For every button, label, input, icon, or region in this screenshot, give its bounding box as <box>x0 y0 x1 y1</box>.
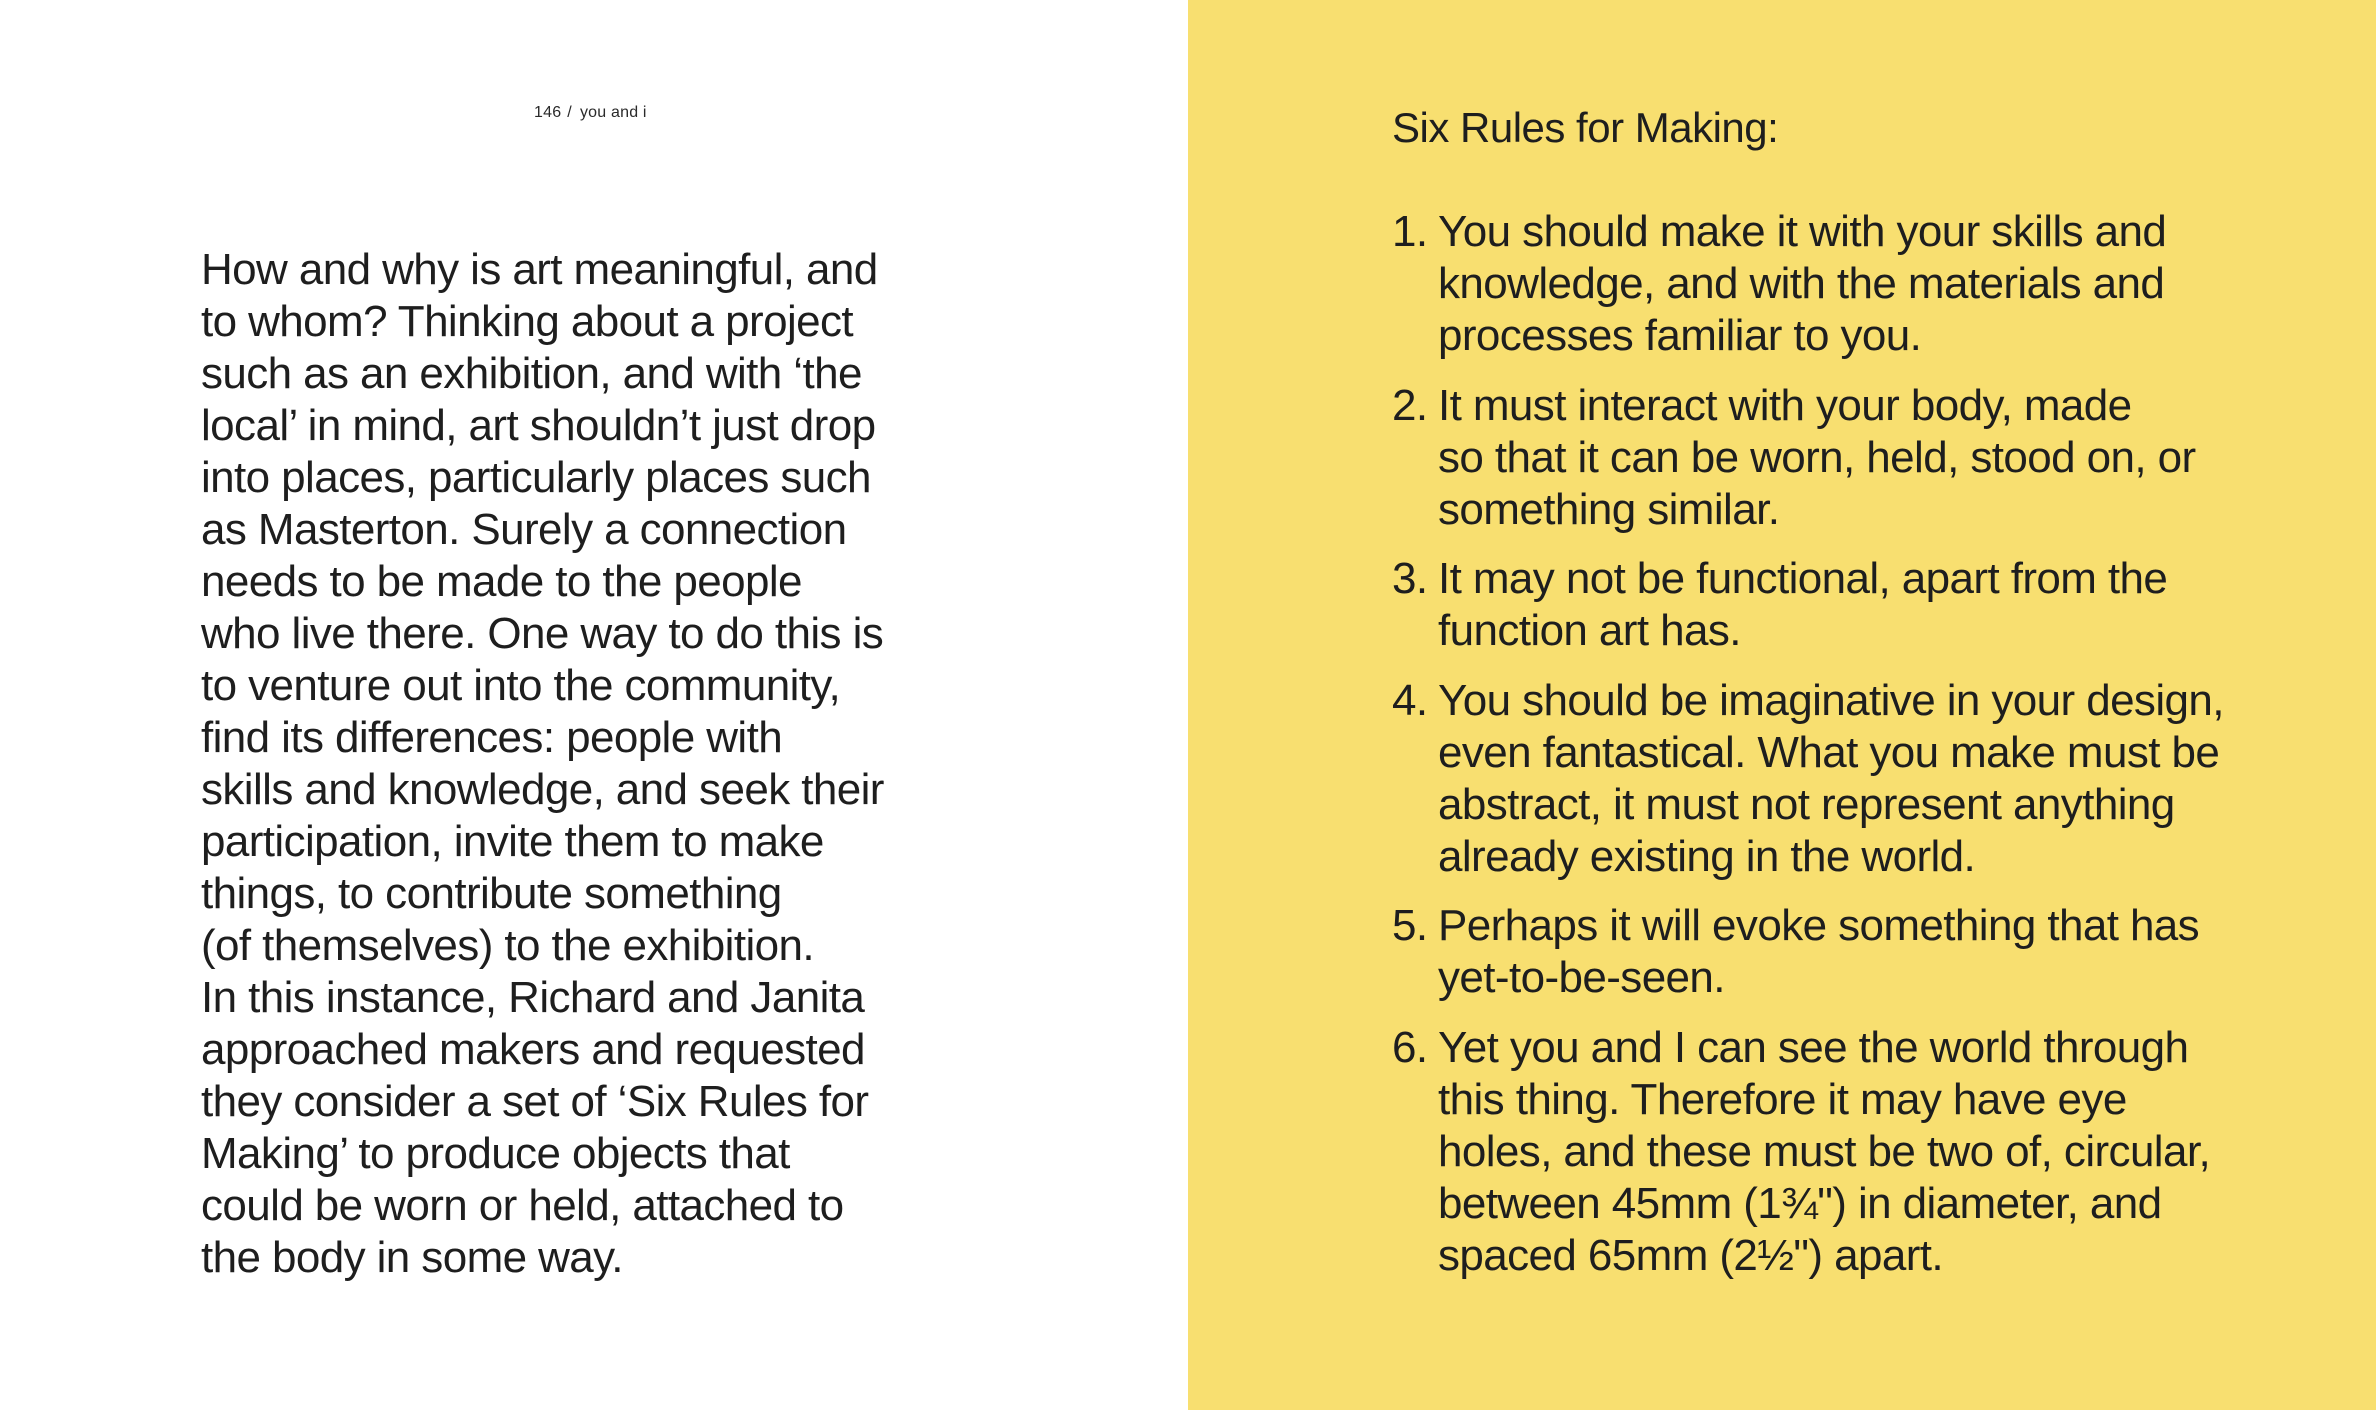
rule-line: so that it can be worn, held, stood on, or <box>1438 432 2196 482</box>
rule-line: even fantastical. What you make must be <box>1438 727 2220 777</box>
rules-title: Six Rules for Making: <box>1392 104 1779 151</box>
rule-number: 5. <box>1392 901 1428 950</box>
body-line: find its differences: people with <box>201 713 783 762</box>
rule-number: 2. <box>1392 380 1428 430</box>
page-number: 146 <box>534 104 562 121</box>
rule-line: processes familiar to you. <box>1438 311 1922 360</box>
rule-number: 1. <box>1392 207 1428 256</box>
rule-line: this thing. Therefore it may have eye <box>1438 1074 2127 1124</box>
rule-item-4 <box>1392 675 2312 883</box>
rule-item-6 <box>1392 1022 2312 1282</box>
rule-line: You should make it with your skills and <box>1438 207 2167 256</box>
body-paragraph <box>201 244 961 1284</box>
rule-item-2 <box>1392 380 2312 536</box>
body-line: they consider a set of ‘Six Rules for <box>201 1077 869 1126</box>
body-line: Making’ to produce objects that <box>201 1129 790 1178</box>
body-line: could be worn or held, attached to <box>201 1181 844 1230</box>
rule-line: knowledge, and with the materials and <box>1438 259 2165 308</box>
rule-line: Perhaps it will evoke something that has <box>1438 901 2200 950</box>
rule-line: Yet you and I can see the world through <box>1438 1022 2189 1072</box>
rule-number: 3. <box>1392 554 1428 603</box>
right-page <box>1188 0 2376 1410</box>
body-line: to venture out into the community, <box>201 661 841 710</box>
running-head-separator: / <box>567 104 572 121</box>
rule-line: something similar. <box>1438 484 1780 534</box>
body-line: into places, particularly places such <box>201 453 871 502</box>
body-line: participation, invite them to make <box>201 817 824 866</box>
body-line: needs to be made to the people <box>201 557 802 606</box>
rule-line: It must interact with your body, made <box>1438 380 2132 430</box>
rule-item-3 <box>1392 553 2312 657</box>
rule-line: yet-to-be-seen. <box>1438 953 1725 1002</box>
body-line: the body in some way. <box>201 1233 623 1282</box>
rule-line: already existing in the world. <box>1438 831 1976 881</box>
rule-item-1 <box>1392 206 2312 362</box>
body-line: local’ in mind, art shouldn’t just drop <box>201 401 876 450</box>
running-head <box>534 104 647 122</box>
rule-line: between 45mm (1¾") in diameter, and <box>1438 1178 2162 1228</box>
body-line: things, to contribute something <box>201 869 782 918</box>
rule-line: spaced 65mm (2½") apart. <box>1438 1230 1944 1280</box>
body-line: approached makers and requested <box>201 1025 865 1074</box>
rule-line: function art has. <box>1438 606 1741 655</box>
body-line: skills and knowledge, and seek their <box>201 765 884 814</box>
rule-line: abstract, it must not represent anything <box>1438 779 2175 829</box>
rule-line: You should be imaginative in your design, <box>1438 675 2224 725</box>
body-line: to whom? Thinking about a project <box>201 297 854 346</box>
rules-list <box>1392 206 2312 1299</box>
rule-number: 4. <box>1392 675 1428 725</box>
body-line: such as an exhibition, and with ‘the <box>201 349 862 398</box>
body-line: (of themselves) to the exhibition. <box>201 921 815 970</box>
rule-number: 6. <box>1392 1022 1428 1072</box>
body-line: How and why is art meaningful, and <box>201 245 878 294</box>
section-name: you and i <box>579 104 647 121</box>
rule-line: holes, and these must be two of, circular, <box>1438 1126 2211 1176</box>
rule-line: It may not be functional, apart from the <box>1438 554 2168 603</box>
body-line: who live there. One way to do this is <box>201 609 884 658</box>
body-line: In this instance, Richard and Janita <box>201 973 865 1022</box>
body-line: as Masterton. Surely a connection <box>201 505 847 554</box>
rule-item-5 <box>1392 900 2312 1004</box>
